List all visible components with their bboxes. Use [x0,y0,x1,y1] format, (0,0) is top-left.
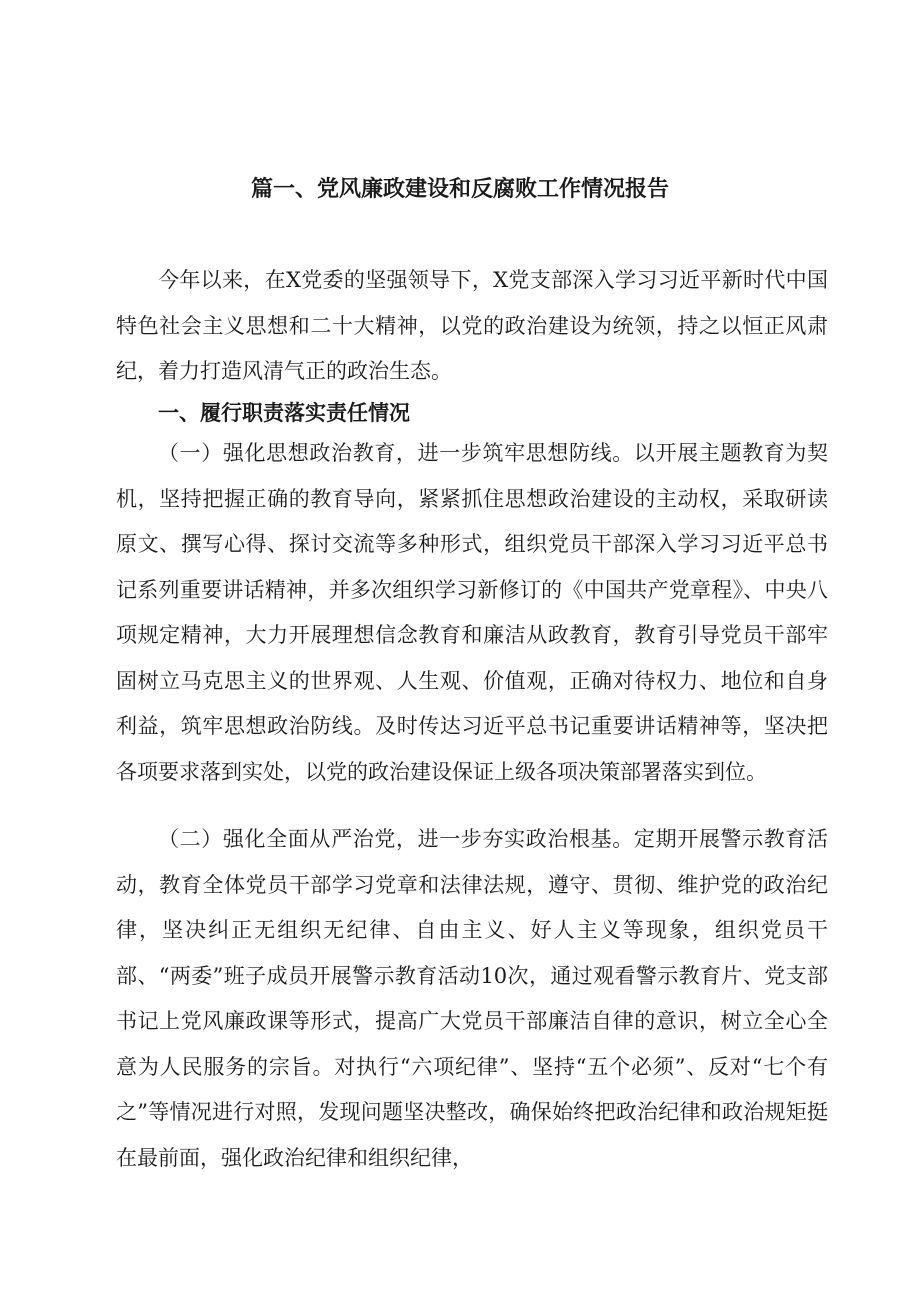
intro-paragraph: 今年以来，在X党委的坚强领导下，X党支部深入学习习近平新时代中国特色社会主义思想和二十大精神，以党的政治建设为统领，持之以恒正风肃纪，着力打造风清气正的政治生态。 [116,268,828,383]
paragraph-2: （二）强化全面从严治党，进一步夯实政治根基。定期开展警示教育活动，教育全体党员干部学习党章和法律法规，遵守、贯彻、维护党的政治纪律，坚决纠正无组织无纪律、自由主义、好人主义等现象，组织党员干部、“两委”班子成员开展警示教育活动10次，通过观看警示教育片、党支部书记上党风廉政课等形式，提高广大党员干部廉洁自律的意识，树立全心全意为人民服务的宗旨。对执行“六项纪律”、坚持“五个必须”、反对“七个有之”等情况进行对照，发现问题坚决整改，确保始终把政治纪律和政治规矩挺在最前面，强化政治纪律和组织纪律， [116,827,828,1170]
paragraph-1: （一）强化思想政治教育，进一步筑牢思想防线。以开展主题教育为契机，坚持把握正确的教育导向，紧紧抓住思想政治建设的主动权，采取研读原文、撰写心得、探讨交流等多种形式，组织党员干部深入学习习近平总书记系列重要讲话精神，并多次组织学习新修订的《中国共产党章程》、中央八项规定精神，大力开展理想信念教育和廉洁从政教育，教育引导党员干部牢固树立马克思主义的世界观、人生观、价值观，正确对待权力、地位和自身利益，筑牢思想政治防线。及时传达习近平总书记重要讲话精神等，坚决把各项要求落到实处，以党的政治建设保证上级各项决策部署落实到位。 [116,441,828,784]
section-heading: 一、履行职责落实责任情况 [158,401,410,425]
document-title: 篇一、党风廉政建设和反腐败工作情况报告 [250,177,669,202]
